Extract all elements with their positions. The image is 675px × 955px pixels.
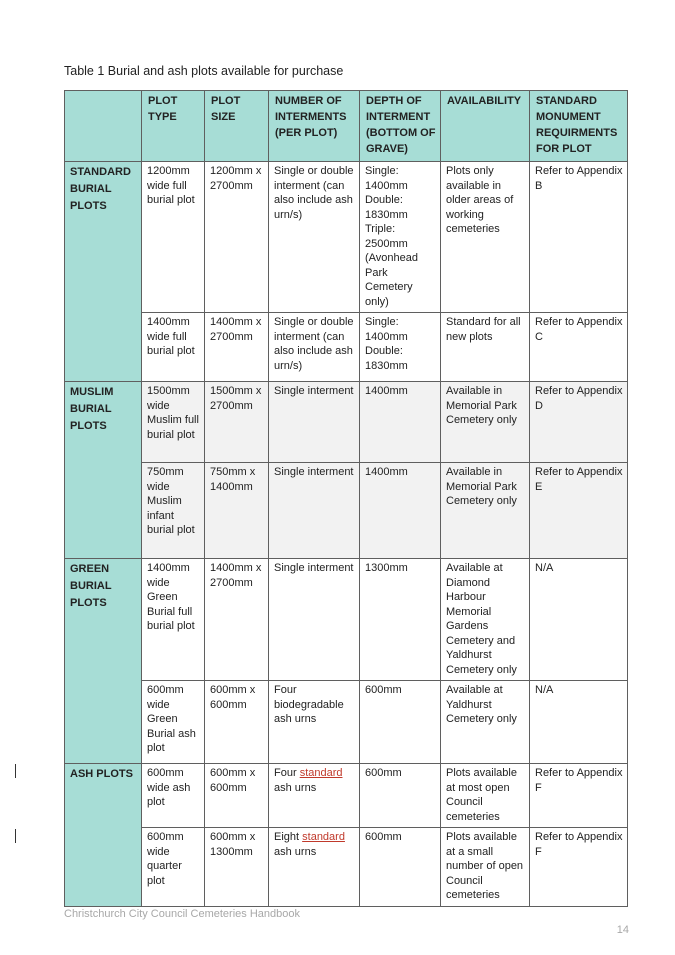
- cell-depth: 1400mm: [360, 382, 441, 463]
- cell-interments: [269, 828, 360, 907]
- cell-depth: Single: 1400mm Double: 1830mm: [360, 313, 441, 382]
- cell-interments: Single interment: [269, 463, 360, 559]
- cell-plot-size: 750mm x 1400mm: [205, 463, 269, 559]
- header-monument-requirements: STANDARD MONUMENT REQUIRMENTS FOR PLOT: [530, 91, 628, 162]
- cell-monument: Refer to Appendix C: [530, 313, 628, 382]
- cell-monument: Refer to Appendix B: [530, 162, 628, 313]
- page-footer: Christchurch City Council Cemeteries Handbook: [64, 908, 300, 920]
- cell-plot-type: 1400mm wide full burial plot: [142, 313, 205, 382]
- standard-link[interactable]: standard: [302, 831, 345, 843]
- table-row: [65, 162, 628, 313]
- cell-availability: Available in Memorial Park Cemetery only: [441, 463, 530, 559]
- table-row: [65, 463, 628, 559]
- cell-interments: Single or double interment (can also include ash urn/s): [269, 313, 360, 382]
- header-group: [65, 91, 142, 162]
- cell-monument: Refer to Appendix F: [530, 764, 628, 828]
- cell-plot-type: 600mm wide quarter plot: [142, 828, 205, 907]
- interments-text: ash urns: [274, 781, 317, 794]
- cell-availability: Plots available at a small number of open Council cemeteries: [441, 828, 530, 907]
- cell-depth: 600mm: [360, 681, 441, 764]
- burial-plots-table: [64, 90, 628, 907]
- page-number: 14: [616, 924, 629, 936]
- cell-depth: 1300mm: [360, 559, 441, 681]
- cell-plot-type: 750mm wide Muslim infant burial plot: [142, 463, 205, 559]
- table-row: [65, 382, 628, 463]
- group-muslim-burial: MUSLIM BURIAL PLOTS: [65, 382, 142, 559]
- interments-text: Four: [274, 767, 300, 779]
- cell-interments: Single interment: [269, 559, 360, 681]
- cell-plot-type: 600mm wide Green Burial ash plot: [142, 681, 205, 764]
- cell-plot-type: 1500mm wide Muslim full burial plot: [142, 382, 205, 463]
- header-plot-size: PLOT SIZE: [205, 91, 269, 162]
- cell-monument: N/A: [530, 681, 628, 764]
- cell-plot-type: 1200mm wide full burial plot: [142, 162, 205, 313]
- cell-availability: Available at Diamond Harbour Memorial Gardens Cemetery and Yaldhurst Cemetery only: [441, 559, 530, 681]
- cell-availability: Plots available at most open Council cemeteries: [441, 764, 530, 828]
- header-plot-type: PLOT TYPE: [142, 91, 205, 162]
- table-caption: Table 1 Burial and ash plots available for purchase: [64, 64, 344, 78]
- change-bar: [15, 764, 16, 778]
- cell-plot-size: 600mm x 1300mm: [205, 828, 269, 907]
- group-green-burial: GREEN BURIAL PLOTS: [65, 559, 142, 764]
- cell-plot-type: 600mm wide ash plot: [142, 764, 205, 828]
- cell-plot-size: 600mm x 600mm: [205, 681, 269, 764]
- cell-plot-size: 1500mm x 2700mm: [205, 382, 269, 463]
- table-row: [65, 828, 628, 907]
- cell-interments: [269, 764, 360, 828]
- cell-monument: Refer to Appendix D: [530, 382, 628, 463]
- table-header-row: [65, 91, 628, 162]
- cell-plot-size: 1200mm x 2700mm: [205, 162, 269, 313]
- cell-depth: Single: 1400mm Double: 1830mm Triple: 2500mm (Avonhead Park Cemetery only): [360, 162, 441, 313]
- cell-depth: 600mm: [360, 828, 441, 907]
- change-bar: [15, 829, 16, 843]
- cell-plot-size: 1400mm x 2700mm: [205, 559, 269, 681]
- table-row: [65, 764, 628, 828]
- interments-text: Eight: [274, 831, 303, 843]
- cell-availability: Available at Yaldhurst Cemetery only: [441, 681, 530, 764]
- header-availability: AVAILABILITY: [441, 91, 530, 162]
- cell-monument: N/A: [530, 559, 628, 681]
- cell-interments: Four biodegradable ash urns: [269, 681, 360, 764]
- interments-text: ash urns: [274, 845, 317, 858]
- cell-availability: Standard for all new plots: [441, 313, 530, 382]
- group-ash-plots: ASH PLOTS: [65, 764, 142, 907]
- table-row: [65, 313, 628, 382]
- cell-plot-type: 1400mm wide Green Burial full burial plot: [142, 559, 205, 681]
- header-number-of-interments: NUMBER OF INTERMENTS (PER PLOT): [269, 91, 360, 162]
- standard-link[interactable]: standard: [299, 767, 343, 779]
- cell-depth: 1400mm: [360, 463, 441, 559]
- header-depth-of-interment: DEPTH OF INTERMENT (BOTTOM OF GRAVE): [360, 91, 441, 162]
- cell-depth: 600mm: [360, 764, 441, 828]
- cell-plot-size: 1400mm x 2700mm: [205, 313, 269, 382]
- cell-monument: Refer to Appendix E: [530, 463, 628, 559]
- table-row: [65, 681, 628, 764]
- cell-availability: Available in Memorial Park Cemetery only: [441, 382, 530, 463]
- cell-availability: Plots only available in older areas of working cemeteries: [441, 162, 530, 313]
- table-row: [65, 559, 628, 681]
- cell-interments: Single interment: [269, 382, 360, 463]
- group-standard-burial: STANDARD BURIAL PLOTS: [65, 162, 142, 382]
- cell-monument: Refer to Appendix F: [530, 828, 628, 907]
- cell-interments: Single or double interment (can also include ash urn/s): [269, 162, 360, 313]
- cell-plot-size: 600mm x 600mm: [205, 764, 269, 828]
